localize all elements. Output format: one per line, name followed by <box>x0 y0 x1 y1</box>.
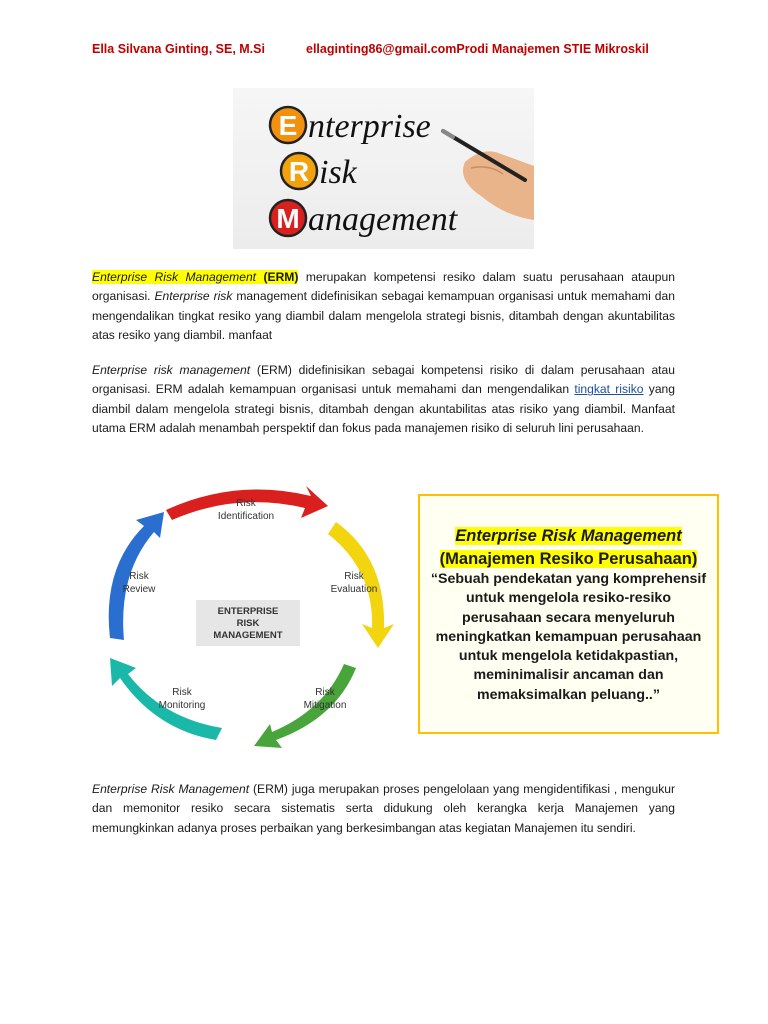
erm-cycle-graphic <box>96 478 396 758</box>
label-identification-2: Identification <box>217 511 275 522</box>
erm-cycle-diagram <box>96 478 396 758</box>
banner-word-risk: isk <box>319 154 357 191</box>
arrow-monitoring <box>110 658 222 740</box>
label-identification-1: Risk <box>236 498 256 509</box>
label-evaluation-1: Risk <box>344 571 364 582</box>
paragraph-2 <box>92 361 675 439</box>
para2-text1: (ERM) didefinisikan sebagai kompetensi risiko di dalam perusahaan atau organisasi. ERM adalah kemampuan organisasi untuk memahami dan mengendalikan <box>92 363 675 397</box>
label-review-1: Risk <box>129 571 149 582</box>
banner-word-management: anagement <box>308 201 458 238</box>
erm-banner-image <box>233 88 534 249</box>
label-mitigation-2: Mitigation <box>303 700 347 711</box>
center-line-3: MANAGEMENT <box>213 630 283 641</box>
label-mitigation-1: Risk <box>315 687 335 698</box>
quote-line-1: “Sebuah pendekatan yang komprehensif <box>430 571 707 587</box>
para1-text2: management didefinisikan sebagai kemampuan organisasi untuk memahami dan mengendalikan tingkat resiko yang diambil dalam mengelola strategi bisnis, ditambah dengan akuntabilitas atas resiko yang diambil. manfaat <box>92 289 675 343</box>
quote-line-2: untuk mengelola resiko-resiko <box>466 590 671 607</box>
quote-line-7: memaksimalkan peluang..” <box>477 686 660 703</box>
quote-line-6: meminimalisir ancaman dan <box>473 667 664 684</box>
quote-title: Enterprise Risk Management <box>455 527 682 545</box>
document-header <box>92 42 692 56</box>
banner-letter-r: R <box>288 156 310 187</box>
author-name: Ella Silvana Ginting, SE, M.Si <box>92 42 265 56</box>
label-evaluation-2: Evaluation <box>330 584 378 595</box>
quote-line-3: perusahaan secara menyeluruh <box>462 609 675 626</box>
para3-term: Enterprise Risk Management <box>92 782 250 796</box>
label-review-2: Review <box>122 584 156 595</box>
center-line-2: RISK <box>236 618 260 629</box>
banner-letter-m: M <box>276 203 300 234</box>
para1-term: Enterprise Risk Management <box>92 270 257 284</box>
para2-text2: yang diambil dalam mengelola strategi bisnis, ditambah dengan akuntabilitas atas risiko yang diambil. Manfaat utama ERM adalah menambah perspektif dan fokus pada manajemen risiko di seluruh lini perusahaan. <box>92 382 675 436</box>
para1-text1: merupakan kompetensi resiko dalam suatu perusahaan ataupun organisasi. <box>92 270 675 304</box>
para1-term2: Enterprise risk <box>154 289 233 304</box>
tingkat-risiko-link[interactable]: tingkat risiko <box>574 382 644 397</box>
label-monitoring-1: Risk <box>172 687 192 698</box>
label-monitoring-2: Monitoring <box>158 700 206 711</box>
center-line-1: ENTERPRISE <box>217 606 279 617</box>
para1-abbr: (ERM) <box>263 270 299 284</box>
erm-definition-box <box>418 494 719 734</box>
para3-text: (ERM) juga merupakan proses pengelolaan yang mengidentifikasi , mengukur dan memonitor resiko secara sistematis serta didukung oleh kerangka kerja Manajemen yang memungkinkan adanya proses perbaikan yang berkesimbangan atas kegiatan Manajemen itu sendiri. <box>92 782 675 835</box>
quote-subtitle: (Manajemen Resiko Perusahaan) <box>439 550 698 568</box>
quote-line-5: untuk mengelola ketidakpastian, <box>458 648 679 665</box>
quote-line-4: meningkatkan kemampuan perusahaan <box>435 628 702 645</box>
para1-term-highlight <box>92 270 298 284</box>
paragraph-3 <box>92 780 675 838</box>
erm-banner-graphic <box>233 88 534 249</box>
para2-term: Enterprise risk management <box>92 363 251 377</box>
paragraph-1 <box>92 268 675 346</box>
banner-letter-e: E <box>278 110 298 141</box>
author-email-org: ellaginting86@gmail.comProdi Manajemen STIE Mikroskil <box>306 42 649 56</box>
banner-word-enterprise: nterprise <box>308 108 431 145</box>
